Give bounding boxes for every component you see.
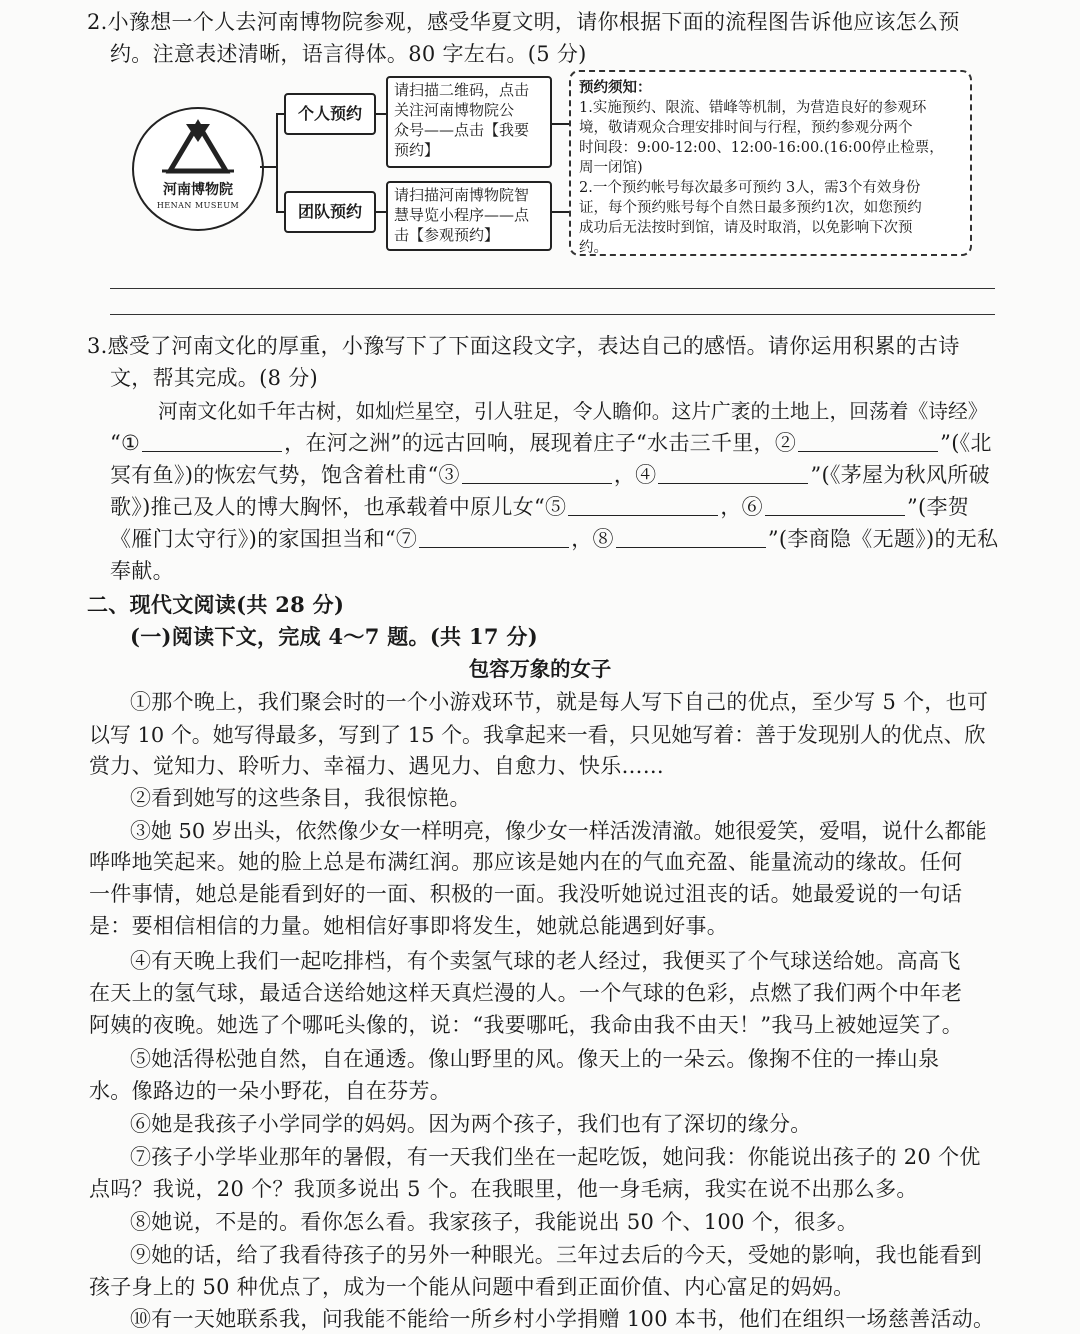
passage-line: ⑩有一天她联系我，问我能不能给一所乡村小学捐赠 100 本书，他们在组织一场慈善活动。 (130, 1307, 995, 1331)
answer-line[interactable] (110, 314, 995, 315)
notice-line: 境，敬请观众合理安排时间与行程，预约参观分两个 (579, 120, 913, 136)
individual-booking-label: 个人预约 (297, 104, 362, 123)
q3-fragment: 《雁门太守行》)的家国担当和“⑦ (110, 527, 418, 551)
q2-prompt-line1: 2.小豫想一个人去河南博物院参观，感受华夏文明，请你根据下面的流程图告诉他应该怎么预 (87, 10, 960, 34)
step-line: 击【参观预约】 (394, 226, 500, 244)
notice-line: 证，每个预约账号每个自然日最多预约1次，如您预约 (579, 200, 922, 216)
connector (276, 211, 284, 213)
step-line: 预约】 (394, 141, 440, 159)
individual-steps-box (386, 76, 552, 168)
q3-prompt-line2: 文，帮其完成。(8 分) (110, 366, 319, 390)
blank-6[interactable] (765, 493, 905, 516)
answer-line[interactable] (110, 288, 995, 289)
passage-line: 哗哗地笑起来。她的脸上总是布满红润。那应该是她内在的气血充盈、能量流动的缘故。任何 (89, 850, 963, 874)
step-line: 请扫描河南博物院智 (394, 186, 530, 204)
group-booking-box (284, 191, 376, 233)
blank-7[interactable] (419, 525, 569, 548)
connector (376, 113, 386, 115)
individual-booking-box (284, 93, 376, 135)
section-heading: 二、现代文阅读(共 28 分) (87, 592, 345, 617)
notice-line: 2.一个预约帐号每次最多可预约 3人，需3个有效身份 (579, 180, 921, 196)
connector (276, 113, 284, 115)
q3-text-line (110, 427, 992, 457)
connector (552, 211, 569, 213)
museum-logo-icon (134, 109, 262, 229)
blank-5[interactable] (568, 493, 718, 516)
q3-fragment: ，在河之洲”的远古回响，展现着庄子“水击三千里，② (284, 431, 797, 455)
group-booking-label: 团队预约 (297, 202, 362, 221)
passage-line: ①那个晚上，我们聚会时的一个小游戏环节，就是每人写下自己的优点，至少写 5 个，也可 (130, 690, 989, 714)
group-steps-box (386, 181, 552, 251)
q3-fragment: ，⑥ (720, 495, 763, 519)
q3-fragment: ，④ (613, 463, 657, 487)
connector (260, 166, 277, 168)
step-line: 众号——点击【我要 (394, 121, 530, 139)
notice-line: 成功后无法按时到馆，请及时取消，以免影响下次预 (579, 220, 913, 236)
passage-line: 一件事情，她总是能看到好的一面、积极的一面。我没听她说过沮丧的话。她最爱说的一句话 (89, 882, 963, 906)
step-line: 请扫描二维码，点击 (394, 81, 530, 99)
blank-8[interactable] (616, 525, 766, 548)
q3-prompt-line1: 3.感受了河南文化的厚重，小豫写下了下面这段文字，表达自己的感悟。请你运用积累的古诗 (87, 334, 960, 358)
connector (276, 113, 278, 213)
passage-line: 以写 10 个。她写得最多，写到了 15 个。我拿起来一看，只见她写着：善于发现别人的优点、欣 (89, 723, 986, 747)
blank-1[interactable] (142, 429, 282, 452)
notice-line: 时间段：9:00-12:00、12:00-16:00.(16:00停止检票， (579, 140, 944, 156)
q3-fragment: ”(李商隐《无题》)的无私 (767, 527, 999, 551)
q3-fragment: ，⑧ (571, 527, 614, 551)
passage-line: 赏力、觉知力、聆听力、幸福力、遇见力、自愈力、快乐…… (89, 754, 665, 778)
notice-line: 1.实施预约、限流、错峰等机制，为营造良好的参观环 (579, 100, 927, 116)
museum-logo-cn: 河南博物院 (163, 182, 233, 198)
passage-line: 水。像路边的一朵小野花，自在芬芳。 (89, 1079, 452, 1103)
q3-text-line (110, 491, 969, 521)
notice-line: 周一闭馆) (579, 160, 643, 176)
passage-line: ④有天晚上我们一起吃排档，有个卖氢气球的老人经过，我便买了个气球送给她。高高飞 (130, 949, 961, 973)
notice-line: 约。 (579, 240, 608, 256)
q3-text-line: 河南文化如千年古树，如灿烂星空，引人驻足，令人瞻仰。这片广袤的土地上，回荡着《诗经》 (158, 400, 988, 423)
passage-line: ②看到她写的这些条目，我很惊艳。 (130, 786, 471, 810)
passage-line: 点吗？我说，20 个？我顶多说出 5 个。在我眼里，他一身毛病，我实在说不出那么多。 (89, 1177, 918, 1201)
museum-logo (132, 107, 264, 231)
booking-notice (569, 70, 972, 256)
connector (552, 123, 569, 125)
q3-fragment: ”(《茅屋为秋风所破 (810, 463, 990, 487)
q3-text-line (110, 523, 998, 553)
article-title: 包容万象的女子 (468, 657, 612, 681)
blank-3[interactable] (462, 461, 612, 484)
q3-fragment: 冥有鱼》)的恢宏气势，饱含着杜甫“③ (110, 463, 460, 487)
passage-line: 在天上的氢气球，最适合送给她这样天真烂漫的人。一个气球的色彩，点燃了我们两个中年老 (89, 981, 963, 1005)
q3-fragment: 歌》)推己及人的博大胸怀，也承载着中原儿女“⑤ (110, 495, 567, 519)
notice-title: 预约须知： (579, 79, 652, 96)
q3-text-line: 奉献。 (110, 559, 174, 583)
q2-prompt-line2: 约。注意表述清晰，语言得体。80 字左右。(5 分) (110, 42, 587, 66)
passage-line: 孩子身上的 50 种优点了，成为一个能从问题中看到正面价值、内心富足的妈妈。 (89, 1275, 855, 1299)
passage-line: ⑦孩子小学毕业那年的暑假，有一天我们坐在一起吃饭，她问我：你能说出孩子的 20 个优 (130, 1145, 981, 1169)
passage-line: ⑥她是我孩子小学同学的妈妈。因为两个孩子，我们也有了深切的缘分。 (130, 1112, 812, 1136)
connector (376, 211, 386, 213)
section-subheading: (一)阅读下文，完成 4～7 题。(共 17 分) (130, 624, 538, 649)
q3-fragment: ”(《北 (940, 431, 992, 455)
step-line: 关注河南博物院公 (394, 101, 515, 119)
passage-line: ⑧她说，不是的。看你怎么看。我家孩子，我能说出 50 个、100 个，很多。 (130, 1210, 859, 1234)
passage-line: ⑤她活得松弛自然，自在通透。像山野里的风。像天上的一朵云。像掬不住的一捧山泉 (130, 1047, 940, 1071)
q3-text-line (110, 459, 990, 489)
passage-line: ③她 50 岁出头，依然像少女一样明亮，像少女一样活泼清澈。她很爱笑，爱唱，说什么都能 (130, 819, 987, 843)
passage-line: 阿姨的夜晚。她选了个哪吒头像的，说：“我要哪吒，我命由我不由天！”我马上被她逗笑了。 (89, 1013, 964, 1037)
q3-fragment: ”(李贺 (906, 495, 970, 519)
q3-fragment: “① (110, 431, 141, 455)
passage-line: 是：要相信相信的力量。她相信好事即将发生，她就总能遇到好事。 (89, 914, 728, 938)
blank-4[interactable] (658, 461, 808, 484)
step-line: 慧导览小程序——点 (394, 206, 530, 224)
blank-2[interactable] (798, 429, 938, 452)
museum-logo-en: HENAN MUSEUM (156, 201, 240, 210)
passage-line: ⑨她的话，给了我看待孩子的另外一种眼光。三年过去后的今天，受她的影响，我也能看到 (130, 1243, 982, 1267)
